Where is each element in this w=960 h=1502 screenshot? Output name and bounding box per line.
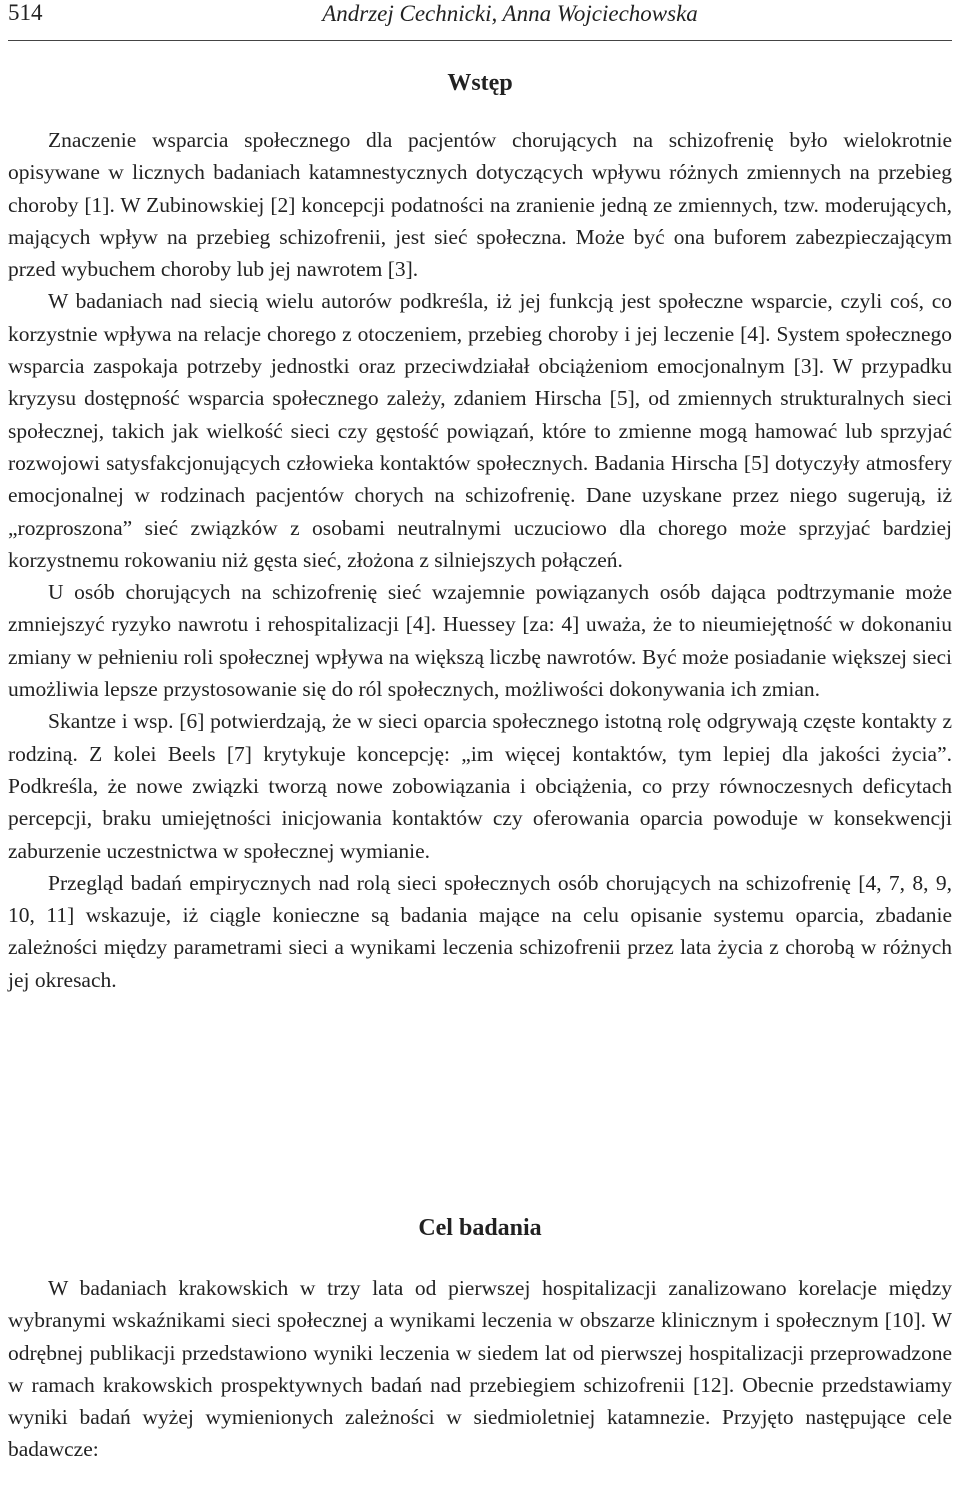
page-number: 514 [8,0,43,25]
paragraph: Skantze i wsp. [6] potwierdzają, że w sieci oparcia społecznego istotną rolę odgrywają częste kontakty z rodziną. Z kolei Beels [7] krytykuje koncepcję: „im więcej kontaktów, tym lepiej dla jakości życia”. Podkreśla, że nowe związki tworzą nowe zobowiązania i obciążenia, co przy równoczesnych deficytach percepcji, braku umiejętności inicjowania kontaktów czy oferowania oparcia powoduje w konsekwencji zaburzenie uczestnictwa w społecznej wymianie. [8,709,952,863]
paragraph: Przegląd badań empirycznych nad rolą sieci społecznych osób chorujących na schizofrenię [4, 7, 8, 9, 10, 11] wskazuje, iż ciągle konieczne są badania mające na celu opisanie systemu oparcia, zbadanie zależności między parametrami sieci a wynikami leczenia schizofrenii przez lata życia z chorobą w różnych jej okresach. [8,870,952,992]
section-body-intro [8,124,952,996]
section-title-intro: Wstęp [447,70,513,96]
paragraph: W badaniach krakowskich w trzy lata od pierwszej hospitalizacji zanalizowano korelacje między wybranymi wskaźnikami sieci społecznej a wynikami leczenia w obszarze klinicznym i społecznym [10]. W odrębnej publikacji przedstawiono wyniki leczenia w siedem lat od pierwszej hospitalizacji przeprowadzone w ramach krakowskich prospektywnych badań nad przebiegiem schizofrenii [12]. Obecnie przedstawiamy wyniki badań wyżej wymienionych zależności w siedmioletniej katamnezie. Przyjęto następujące cele badawcze: [8,1276,952,1462]
paragraph: W badaniach nad siecią wielu autorów podkreśla, iż jej funkcją jest społeczne wsparcie, czyli coś, co korzystnie wpływa na relacje chorego z otoczeniem, przebieg choroby i jej leczenie [4]. System społecznego wsparcia zaspokaja potrzeby jednostki oraz przeciwdziałał obciążeniom emocjonalnym [3]. W przypadku kryzysu dostępność wsparcia społecznego zależy, zdaniem Hirscha [5], od zmiennych strukturalnych sieci społecznej, takich jak wielkość sieci czy gęstość powiązań, które to zmienne mogą hamować lub sprzyjać rozwojowi satysfakcjonujących człowieka kontaktów społecznych. Badania Hirscha [5] dotyczyły atmosfery emocjonalnej w rodzinach pacjentów chorych na schizofrenię. Dane uzyskane przez niego sugerują, iż „rozproszona” sieć związków z osobami neutralnymi uczuciowo dla chorego może sprzyjać bardziej korzystnemu rokowaniu niż gęsta sieć, złożona z silniejszych połączeń. [8,289,952,572]
paragraph: Znaczenie wsparcia społecznego dla pacjentów chorujących na schizofrenię było wielokrotnie opisywane w licznych badaniach katamnestycznych dotyczących wpływu różnych zmiennych na przebieg choroby [1]. W Zubinowskiej [2] koncepcji podatności na zranienie jedną ze zmiennych, tzw. moderujących, mających wpływ na przebieg schizofrenii, jest sieć społeczna. Może być ona buforem zabezpieczającym przed wybuchem choroby lub jej nawrotem [3]. [8,128,952,282]
section-title-aim: Cel badania [418,1215,542,1241]
paragraph: U osób chorujących na schizofrenię sieć wzajemnie powiązanych osób dająca podtrzymanie może zmniejszyć ryzyko nawrotu i rehospitalizacji [4]. Huessey [za: 4] uważa, że to nieumiejętność w dokonaniu zmiany w pełnieniu roli społecznej wpływa na większą liczbę nawrotów. Być może posiadanie większej sieci umożliwia lepsze przystosowanie się do ról społecznych, możliwości dokonywania ich zmian. [8,580,952,702]
running-header [8,0,952,41]
header-authors: Andrzej Cechnicki, Anna Wojciechowska [322,1,698,26]
section-body-aim [8,1272,952,1466]
